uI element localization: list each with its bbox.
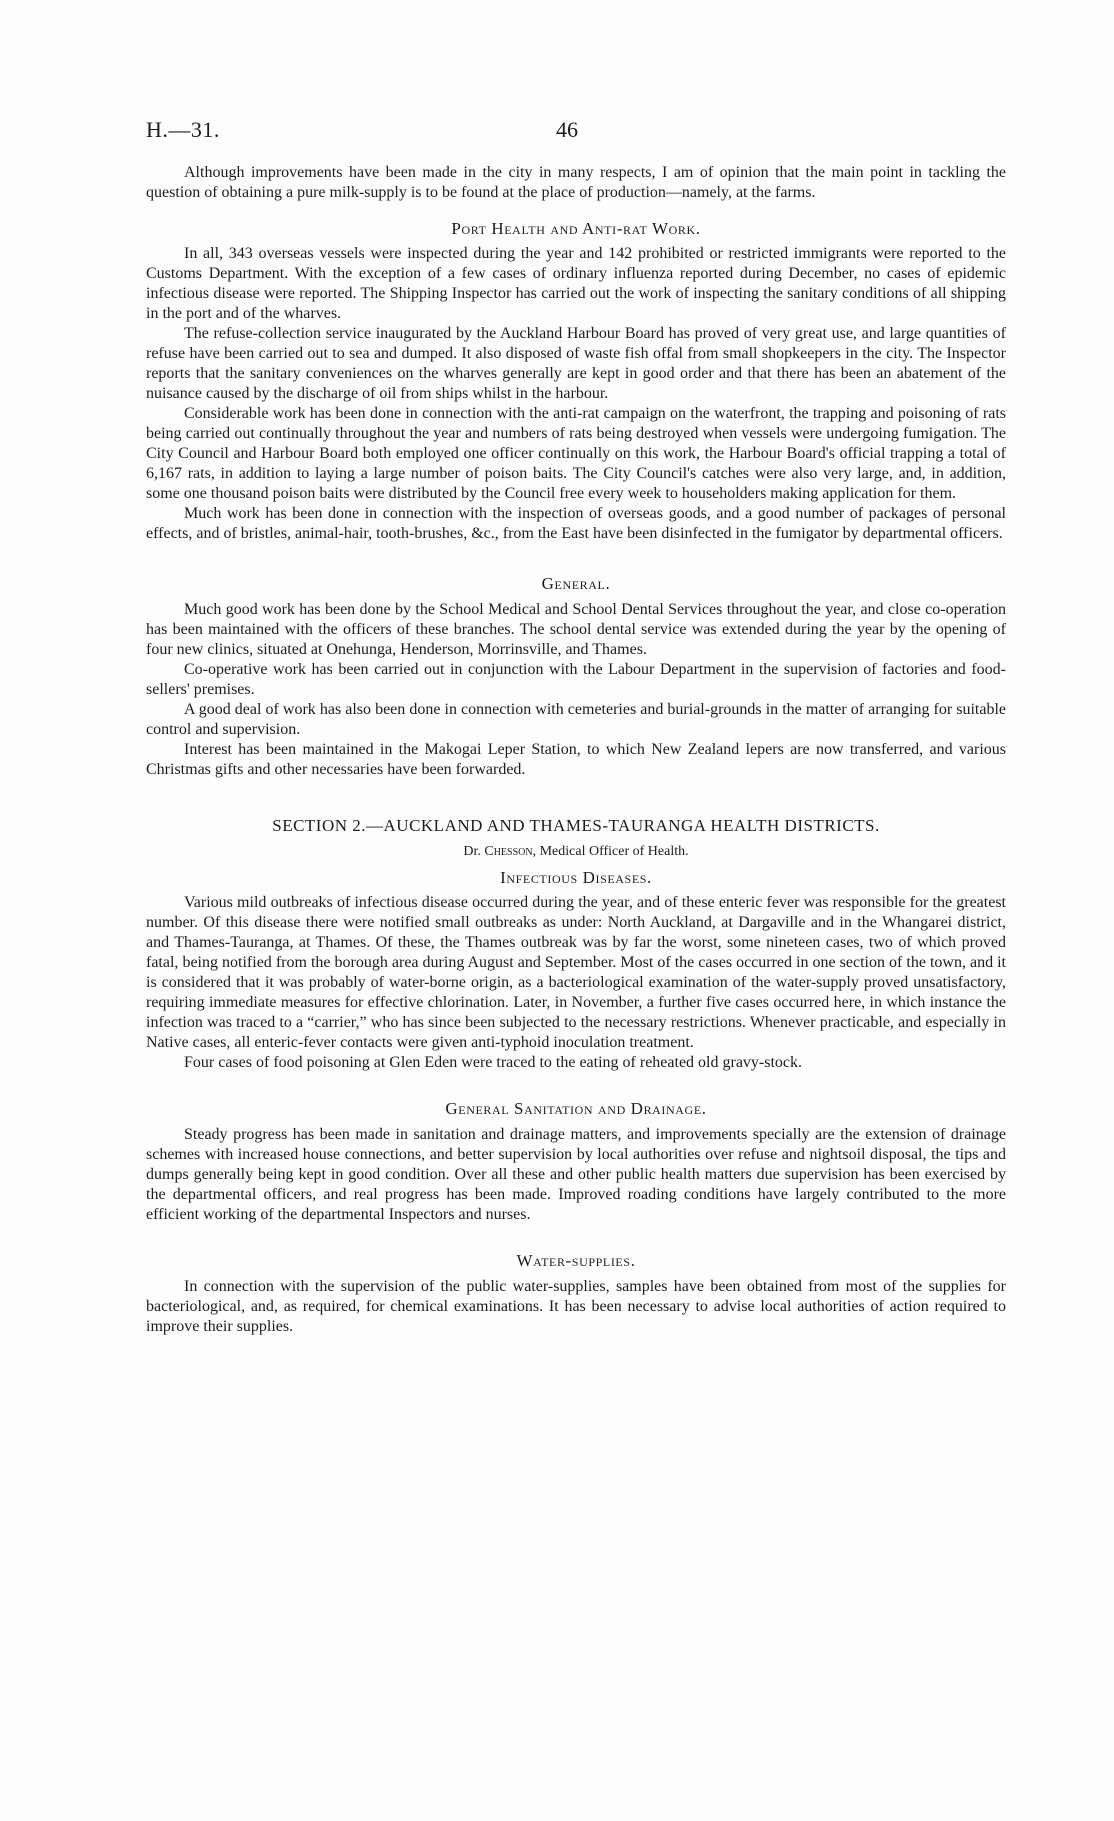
section-2-title: SECTION 2.—AUCKLAND AND THAMES-TAURANGA HEALTH DISTRICTS.: [272, 816, 880, 835]
byline-suffix: , Medical Officer of Health.: [532, 844, 689, 859]
infectious-diseases-heading: Infectious Diseases.: [500, 868, 652, 887]
byline-prefix: Dr.: [463, 844, 485, 859]
general-paragraph-4: Interest has been maintained in the Makogai Leper Station, to which New Zealand lepers are now transferred, and various Christmas gifts and other necessaries have been forwarded.: [146, 741, 1006, 778]
port-health-paragraph-1: In all, 343 overseas vessels were inspected during the year and 142 prohibited or restricted immigrants were reported to the Customs Department. With the exception of a few cases of ordinary influenza reported during December, no cases of epidemic infectious disease were reported. The Shipping Inspector has carried out the work of inspecting the sanitary conditions of all shipping in the port and of the wharves.: [146, 245, 1006, 322]
port-health-paragraph-3: Considerable work has been done in connection with the anti-rat campaign on the waterfront, the trapping and poisoning of rats being carried out continually throughout the year and numbers of rats being destroyed when vessels were undergoing fumigation. The City Council and Harbour Board both employed one officer continually on this work, the Harbour Board's official trapping a total of 6,167 rats, in addition to laying a large number of poison baits. The City Council's catches were also very large, and, in addition, some one thousand poison baits were distributed by the Council free every week to householders making application for them.: [146, 405, 1006, 502]
water-supplies-paragraph: In connection with the supervision of the public water-supplies, samples have been obtained from most of the supplies for bacteriological, and, as required, for chemical examinations. It has been necessary to advise local authorities of action required to improve their supplies.: [146, 1278, 1006, 1335]
port-health-paragraph-2: The refuse-collection service inaugurated by the Auckland Harbour Board has proved of very great use, and large quantities of refuse have been carried out to sea and dumped. It also disposed of waste fish offal from small shopkeepers in the city. The Inspector reports that the sanitary conveniences on the wharves generally are kept in good order and that there has been an abatement of the nuisance caused by the discharge of oil from ships whilst in the harbour.: [146, 325, 1006, 402]
sanitation-heading: General Sanitation and Drainage.: [445, 1099, 707, 1118]
page-number: 46: [556, 117, 578, 142]
document-reference: H.—31.: [146, 117, 220, 142]
sanitation-paragraph: Steady progress has been made in sanitation and drainage matters, and improvements specially are the extension of drainage schemes with increased house connections, and better supervision by local authorities over refuse and nightsoil disposal, the tips and dumps generally being kept in good condition. Over all these and other public health matters due supervision has been exercised by the departmental officers, and real progress has been made. Improved roading conditions have largely contributed to the more efficient working of the departmental Inspectors and nurses.: [146, 1126, 1006, 1223]
port-health-paragraph-4: Much work has been done in connection with the inspection of overseas goods, and a good number of packages of personal effects, and of bristles, animal-hair, tooth-brushes, &c., from the East have been disinfected in the fumigator by departmental officers.: [146, 505, 1006, 542]
infectious-paragraph-1: Various mild outbreaks of infectious disease occurred during the year, and of these enteric fever was responsible for the greatest number. Of this disease there were notified small outbreaks as under: North Auckland, at Dargaville and in the Whangarei district, and Thames-Tauranga, at Thames. Of these, the Thames outbreak was by far the worst, some nineteen cases, two of which proved fatal, being notified from the borough area during August and September. Most of the cases occurred in one section of the town, and it is considered that it was probably of water-borne origin, as a bacteriological examination of the water-supply proved unsatisfactory, requiring immediate measures for effective chlorination. Later, in November, a further five cases occurred here, in which instance the infection was traced to a “carrier,” who has since been subjected to the necessary restrictions. Whenever practicable, and especially in Native cases, all enteric-fever contacts were given anti-typhoid inoculation treatment.: [146, 894, 1006, 1051]
infectious-paragraph-2: Four cases of food poisoning at Glen Eden were traced to the eating of reheated old gravy-stock.: [184, 1054, 803, 1071]
intro-paragraph: Although improvements have been made in the city in many respects, I am of opinion that the main point in tackling the question of obtaining a pure milk-supply is to be found at the place of production—namely, at the farms.: [146, 164, 1006, 201]
water-supplies-heading: Water-supplies.: [516, 1251, 636, 1270]
section-2-byline: [146, 844, 1006, 860]
general-heading: General.: [541, 574, 611, 593]
port-health-heading: Port Health and Anti-rat Work.: [451, 219, 701, 238]
officer-name: Chesson: [484, 844, 533, 859]
general-paragraph-3: A good deal of work has also been done in connection with cemeteries and burial-grounds in the matter of arranging for suitable control and supervision.: [146, 701, 1006, 738]
general-paragraph-1: Much good work has been done by the School Medical and School Dental Services throughout the year, and close co-operation has been maintained with the officers of these branches. The school dental service was extended during the year by the opening of four new clinics, situated at Onehunga, Henderson, Morrinsville, and Thames.: [146, 601, 1006, 658]
document-body: [146, 163, 1006, 1337]
page-header: [146, 117, 1006, 147]
general-paragraph-2: Co-operative work has been carried out in conjunction with the Labour Department in the supervision of factories and food-sellers' premises.: [146, 661, 1006, 698]
